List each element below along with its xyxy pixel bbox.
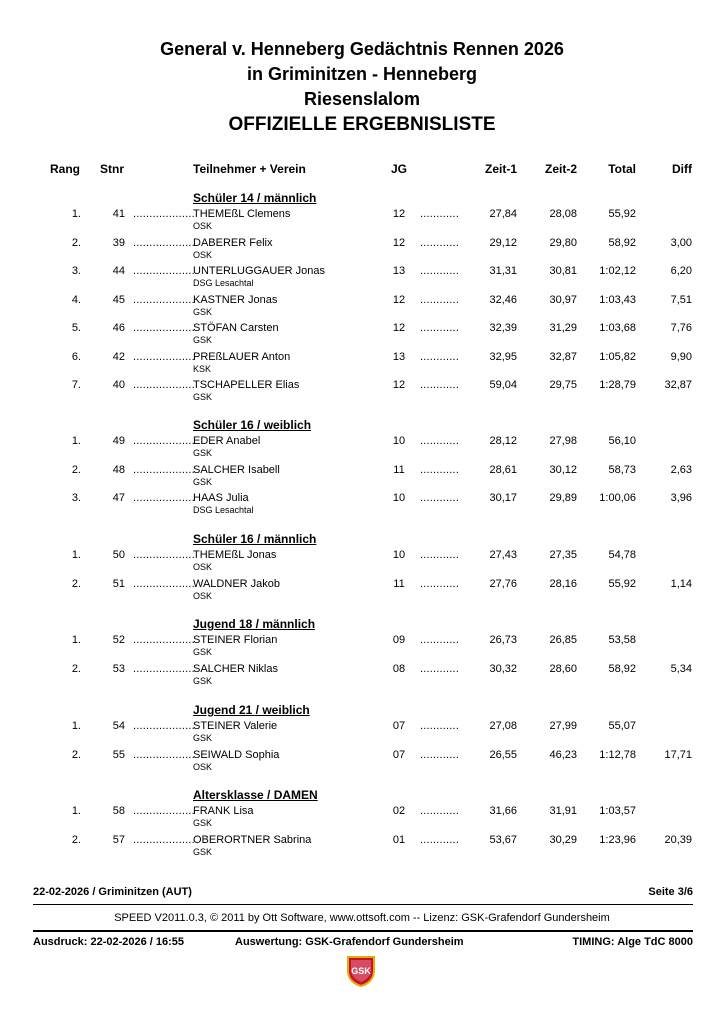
- leader-dots: ...................: [133, 634, 195, 646]
- run1-time: 31,31: [489, 265, 517, 277]
- time-difference: 32,87: [664, 379, 692, 391]
- club-name: OSK: [193, 562, 213, 572]
- time-difference: 7,51: [670, 293, 692, 306]
- run2-time: 30,81: [549, 265, 577, 277]
- run2-time: 28,08: [549, 208, 577, 220]
- table-row: [0, 237, 724, 265]
- birth-year: 12: [392, 293, 406, 306]
- table-row: [0, 634, 724, 662]
- run1-time: 32,46: [489, 293, 517, 306]
- divider: [33, 904, 693, 905]
- rank: 5.: [71, 322, 81, 334]
- leader-dots: ...................: [133, 208, 195, 220]
- start-number: 49: [112, 435, 125, 447]
- leader-dots: ............: [420, 350, 460, 363]
- time-difference: 2,63: [670, 463, 692, 476]
- club-name: OSK: [193, 249, 213, 260]
- birth-year: 13: [392, 265, 406, 277]
- leader-dots: ...................: [133, 805, 195, 817]
- leader-dots: ............: [420, 293, 460, 306]
- athlete-name: HAAS Julia: [193, 492, 249, 504]
- rank: 1.: [71, 805, 81, 817]
- club-name: GSK: [193, 335, 213, 345]
- total-time: 1:12,78: [599, 748, 636, 761]
- start-number: 55: [112, 748, 125, 761]
- birth-year: 08: [392, 662, 406, 675]
- leader-dots: ............: [420, 549, 460, 561]
- run1-time: 30,32: [489, 662, 517, 675]
- leader-dots: ...................: [133, 379, 195, 391]
- athlete-name: EDER Anabel: [193, 435, 261, 447]
- rank: 1.: [71, 208, 81, 220]
- birth-year: 12: [392, 322, 406, 334]
- header-diff: Diff: [672, 162, 692, 176]
- footer-printout: Ausdruck: 22-02-2026 / 16:55: [33, 936, 185, 948]
- total-time: 55,07: [608, 720, 636, 732]
- start-number: 54: [112, 720, 125, 732]
- header-jg: JG: [390, 162, 407, 176]
- total-time: 58,92: [608, 662, 636, 675]
- club-name: GSK: [193, 647, 213, 657]
- table-row: [0, 322, 724, 350]
- run2-time: 29,75: [549, 379, 577, 391]
- time-difference: 17,71: [664, 748, 692, 761]
- club-name: GSK: [193, 448, 213, 458]
- rank: 2.: [71, 833, 81, 846]
- total-time: 1:05,82: [599, 350, 636, 363]
- start-number: 45: [112, 293, 125, 306]
- birth-year: 07: [392, 720, 406, 732]
- birth-year: 10: [392, 435, 406, 447]
- table-row: [0, 805, 724, 833]
- leader-dots: ...................: [133, 293, 195, 306]
- leader-dots: ............: [420, 634, 460, 646]
- rank: 2.: [71, 463, 81, 476]
- rank: 1.: [71, 435, 81, 447]
- total-time: 1:02,12: [599, 265, 636, 277]
- time-difference: 7,76: [670, 322, 692, 334]
- athlete-name: WALDNER Jakob: [193, 577, 281, 590]
- start-number: 51: [112, 577, 125, 590]
- total-time: 1:03,57: [599, 805, 636, 817]
- rank: 1.: [71, 634, 81, 646]
- leader-dots: ............: [420, 236, 460, 249]
- leader-dots: ............: [420, 265, 460, 277]
- total-time: 1:03,68: [599, 322, 636, 334]
- list-title: OFFIZIELLE ERGEBNISLISTE: [228, 114, 496, 135]
- leader-dots: ............: [420, 435, 460, 447]
- athlete-name: THEMEßL Clemens: [193, 208, 291, 220]
- group-title: Jugend 21 / weiblich: [193, 703, 310, 717]
- birth-year: 09: [392, 634, 406, 646]
- header-total: Total: [608, 162, 636, 176]
- run1-time: 27,76: [489, 577, 517, 590]
- run2-time: 27,99: [549, 720, 577, 732]
- rank: 3.: [71, 492, 81, 504]
- athlete-name: TSCHAPELLER Elias: [193, 379, 300, 391]
- rank: 3.: [71, 265, 81, 277]
- footer-software: SPEED V2011.0.3, © 2011 by Ott Software, www.ottsoft.com -- Lizenz: GSK-Grafendorf Gundersheim: [114, 912, 610, 924]
- total-time: 1:23,96: [599, 833, 636, 846]
- athlete-name: SALCHER Isabell: [193, 463, 280, 476]
- group-title: Altersklasse / DAMEN: [193, 788, 318, 802]
- run1-time: 27,43: [489, 549, 517, 561]
- run1-time: 29,12: [489, 236, 517, 249]
- run2-time: 29,80: [549, 236, 577, 249]
- time-difference: 3,96: [670, 492, 692, 504]
- leader-dots: ...................: [133, 322, 195, 334]
- birth-year: 10: [392, 492, 406, 504]
- birth-year: 01: [392, 833, 406, 846]
- athlete-name: DABERER Felix: [193, 236, 273, 249]
- leader-dots: ............: [420, 379, 460, 391]
- table-row: [0, 208, 724, 236]
- athlete-name: PREßLAUER Anton: [193, 350, 291, 363]
- athlete-name: KASTNER Jonas: [193, 293, 278, 306]
- club-name: GSK: [193, 392, 213, 402]
- group-title: Schüler 16 / weiblich: [193, 418, 312, 432]
- start-number: 46: [112, 322, 125, 334]
- club-name: GSK: [193, 846, 213, 857]
- run2-time: 30,29: [549, 833, 577, 846]
- club-name: DSG Lesachtal: [193, 505, 254, 515]
- birth-year: 07: [392, 748, 406, 761]
- group-title: Schüler 14 / männlich: [193, 191, 317, 205]
- total-time: 54,78: [608, 549, 636, 561]
- club-name: KSK: [193, 363, 212, 374]
- rank: 1.: [71, 720, 81, 732]
- leader-dots: ............: [420, 662, 460, 675]
- leader-dots: ............: [420, 492, 460, 504]
- athlete-name: OBERORTNER Sabrina: [193, 833, 312, 846]
- run2-time: 31,91: [549, 805, 577, 817]
- leader-dots: ...................: [133, 833, 195, 846]
- start-number: 48: [112, 463, 125, 476]
- run1-time: 26,55: [489, 748, 517, 761]
- total-time: 58,92: [608, 236, 636, 249]
- time-difference: 20,39: [664, 833, 692, 846]
- leader-dots: ...................: [133, 236, 195, 249]
- total-time: 1:03,43: [599, 293, 636, 306]
- rank: 2.: [71, 662, 81, 675]
- start-number: 58: [112, 805, 125, 817]
- total-time: 1:28,79: [599, 379, 636, 391]
- run2-time: 32,87: [549, 350, 577, 363]
- table-row: [0, 578, 724, 606]
- leader-dots: ...................: [133, 350, 195, 363]
- total-time: 55,92: [608, 208, 636, 220]
- club-name: DSG Lesachtal: [193, 278, 254, 288]
- event-title: General v. Henneberg Gedächtnis Rennen 2026: [160, 39, 564, 59]
- birth-year: 11: [393, 463, 405, 476]
- birth-year: 12: [392, 236, 406, 249]
- header-rang: Rang: [50, 162, 80, 176]
- run1-time: 27,08: [489, 720, 517, 732]
- rank: 2.: [71, 748, 81, 761]
- athlete-name: FRANK Lisa: [193, 805, 254, 817]
- run1-time: 32,95: [489, 350, 517, 363]
- start-number: 44: [112, 265, 125, 277]
- run1-time: 31,66: [489, 805, 517, 817]
- leader-dots: ...................: [133, 549, 195, 561]
- time-difference: 1,14: [670, 577, 692, 590]
- athlete-name: THEMEßL Jonas: [193, 549, 277, 561]
- header-name: Teilnehmer + Verein: [193, 162, 306, 176]
- run2-time: 28,16: [549, 577, 577, 590]
- header-zeit2: Zeit-2: [544, 162, 577, 176]
- club-name: GSK: [193, 675, 213, 686]
- leader-dots: ............: [420, 208, 460, 220]
- leader-dots: ...................: [133, 662, 195, 675]
- leader-dots: ...................: [133, 577, 195, 590]
- leader-dots: ............: [420, 577, 460, 590]
- birth-year: 02: [392, 805, 406, 817]
- table-row: [0, 464, 724, 492]
- athlete-name: UNTERLUGGAUER Jonas: [193, 265, 326, 277]
- table-row: [0, 379, 724, 407]
- start-number: 47: [112, 492, 125, 504]
- rank: 2.: [71, 577, 81, 590]
- run1-time: 26,73: [489, 634, 517, 646]
- leader-dots: ............: [420, 463, 460, 476]
- run1-time: 27,84: [489, 208, 517, 220]
- rank: 2.: [71, 236, 81, 249]
- start-number: 41: [112, 208, 125, 220]
- table-row: [0, 834, 724, 862]
- table-row: [0, 435, 724, 463]
- table-row: [0, 265, 724, 293]
- athlete-name: SEIWALD Sophia: [193, 748, 280, 761]
- run1-time: 30,17: [489, 492, 517, 504]
- club-name: OSK: [193, 590, 213, 601]
- footer-evaluation: Auswertung: GSK-Grafendorf Gundersheim: [235, 936, 464, 948]
- run2-time: 30,12: [549, 463, 577, 476]
- group-title: Jugend 18 / männlich: [193, 617, 316, 631]
- run2-time: 28,60: [549, 662, 577, 675]
- birth-year: 13: [392, 350, 406, 363]
- total-time: 55,92: [608, 577, 636, 590]
- rank: 7.: [71, 379, 81, 391]
- run1-time: 32,39: [489, 322, 517, 334]
- run1-time: 59,04: [489, 379, 517, 391]
- start-number: 53: [112, 662, 125, 675]
- run1-time: 28,61: [489, 463, 517, 476]
- footer-page: Seite 3/6: [648, 886, 693, 898]
- table-row: [0, 294, 724, 322]
- run2-time: 27,98: [549, 435, 577, 447]
- start-number: 39: [112, 236, 125, 249]
- event-location: in Griminitzen - Henneberg: [246, 64, 478, 84]
- leader-dots: ...................: [133, 463, 195, 476]
- logo-text: GSK: [351, 966, 371, 976]
- group-title: Schüler 16 / männlich: [193, 532, 317, 546]
- leader-dots: ............: [420, 833, 460, 846]
- club-logo: [346, 955, 376, 987]
- club-name: GSK: [193, 306, 213, 317]
- leader-dots: ...................: [133, 265, 195, 277]
- athlete-name: SALCHER Niklas: [193, 662, 278, 675]
- run2-time: 26,85: [549, 634, 577, 646]
- discipline: Riesenslalom: [303, 89, 421, 109]
- table-row: [0, 720, 724, 748]
- start-number: 50: [112, 549, 125, 561]
- rank: 4.: [71, 293, 81, 306]
- divider: [33, 930, 693, 932]
- run2-time: 29,89: [549, 492, 577, 504]
- birth-year: 12: [392, 208, 406, 220]
- athlete-name: STÖFAN Carsten: [193, 322, 279, 334]
- club-name: GSK: [193, 818, 213, 828]
- time-difference: 5,34: [670, 662, 692, 675]
- start-number: 57: [112, 833, 125, 846]
- club-name: OSK: [193, 221, 213, 231]
- club-name: GSK: [193, 476, 213, 487]
- run2-time: 27,35: [549, 549, 577, 561]
- time-difference: 3,00: [670, 236, 692, 249]
- table-row: [0, 492, 724, 520]
- footer-timing: TIMING: Alge TdC 8000: [572, 936, 693, 948]
- start-number: 52: [112, 634, 125, 646]
- time-difference: 6,20: [670, 265, 692, 277]
- table-row: [0, 549, 724, 577]
- run1-time: 28,12: [489, 435, 517, 447]
- total-time: 58,73: [608, 463, 636, 476]
- rank: 1.: [71, 549, 81, 561]
- birth-year: 10: [392, 549, 406, 561]
- header-zeit1: Zeit-1: [484, 162, 517, 176]
- header-stnr: Stnr: [100, 162, 124, 176]
- table-row: [0, 663, 724, 691]
- birth-year: 11: [393, 577, 405, 590]
- total-time: 1:00,06: [599, 492, 636, 504]
- total-time: 53,58: [608, 634, 636, 646]
- footer-date-place: 22-02-2026 / Griminitzen (AUT): [33, 886, 192, 898]
- run2-time: 31,29: [549, 322, 577, 334]
- total-time: 56,10: [608, 435, 636, 447]
- table-row: [0, 351, 724, 379]
- leader-dots: ............: [420, 748, 460, 761]
- run2-time: 30,97: [549, 293, 577, 306]
- start-number: 42: [112, 350, 125, 363]
- leader-dots: ...................: [133, 435, 195, 447]
- athlete-name: STEINER Florian: [193, 634, 278, 646]
- club-name: GSK: [193, 733, 213, 743]
- athlete-name: STEINER Valerie: [193, 720, 278, 732]
- start-number: 40: [112, 379, 125, 391]
- birth-year: 12: [392, 379, 406, 391]
- leader-dots: ...................: [133, 720, 195, 732]
- leader-dots: ...................: [133, 492, 195, 504]
- run1-time: 53,67: [489, 833, 517, 846]
- leader-dots: ............: [420, 720, 460, 732]
- leader-dots: ............: [420, 322, 460, 334]
- time-difference: 9,90: [670, 350, 692, 363]
- leader-dots: ............: [420, 805, 460, 817]
- run2-time: 46,23: [549, 748, 577, 761]
- rank: 6.: [71, 350, 81, 363]
- club-name: OSK: [193, 761, 213, 772]
- table-row: [0, 749, 724, 777]
- leader-dots: ...................: [133, 748, 195, 761]
